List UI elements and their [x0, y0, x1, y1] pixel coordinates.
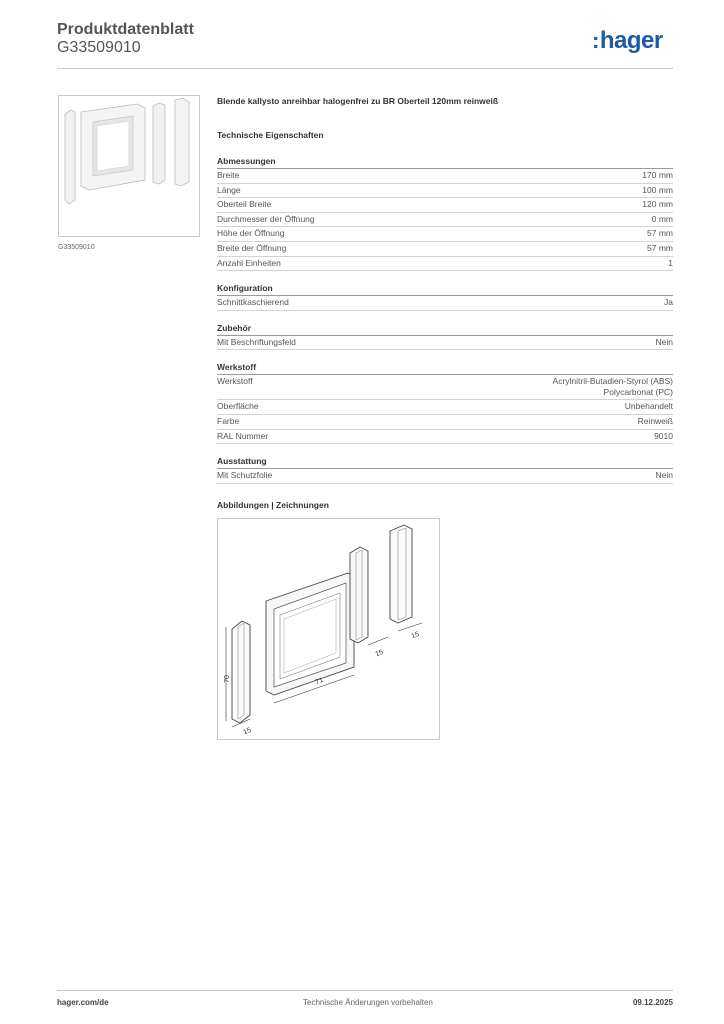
section-ausstattung [217, 456, 673, 484]
spec-label: Schnittkaschierend [217, 297, 289, 308]
product-details [217, 96, 673, 484]
dim-width-frame: 71 [314, 676, 325, 687]
spec-label: Breite [217, 170, 240, 180]
spec-label: Oberfläche [217, 401, 259, 412]
section-werkstoff [217, 362, 673, 444]
section-title: Ausstattung [217, 456, 673, 469]
spec-value: 0 mm [651, 213, 673, 224]
spec-value: Nein [655, 336, 673, 347]
spec-label: Höhe der Öffnung [217, 228, 285, 239]
spec-label: Werkstoff [217, 376, 253, 387]
spec-row [217, 430, 673, 445]
spec-row [217, 375, 673, 400]
spec-label: RAL Nummer [217, 430, 269, 441]
hager-logo: :hager [592, 27, 663, 54]
header-divider [57, 68, 673, 69]
spec-row [217, 296, 673, 311]
product-thumbnail [58, 95, 200, 237]
footer-note: Technische Änderungen vorbehalten [303, 998, 433, 1007]
section-title: Zubehör [217, 323, 673, 336]
section-konfiguration [217, 283, 673, 311]
spec-value: 9010 [654, 430, 673, 441]
spec-row [217, 400, 673, 415]
spec-label: Länge [217, 184, 241, 195]
spec-value: 100 mm [642, 184, 673, 195]
section-title: Werkstoff [217, 362, 673, 375]
spec-label: Mit Schutzfolie [217, 470, 273, 481]
dim-width-right: 15 [410, 630, 421, 641]
spec-value: Ja [664, 297, 673, 308]
spec-value-line: Polycarbonat (PC) [603, 387, 673, 398]
spec-value: 57 mm [647, 242, 673, 253]
technical-heading: Technische Eigenschaften [217, 130, 324, 140]
section-title: Abmessungen [217, 156, 673, 169]
spec-row [217, 169, 673, 184]
spec-value: 170 mm [642, 170, 673, 180]
drawings-heading: Abbildungen | Zeichnungen [217, 500, 329, 510]
spec-row [217, 242, 673, 257]
spec-label: Mit Beschriftungsfeld [217, 336, 296, 347]
spec-row [217, 469, 673, 484]
dim-width-mid: 15 [374, 648, 385, 659]
spec-value: 57 mm [647, 228, 673, 239]
footer-divider [57, 990, 673, 991]
spec-row [217, 227, 673, 242]
dim-width-left: 15 [242, 726, 253, 737]
product-code: G33509010 [57, 39, 141, 56]
spec-row [217, 257, 673, 272]
technical-drawing [217, 518, 440, 740]
section-abmessungen [217, 156, 673, 271]
spec-row [217, 198, 673, 213]
section-zubehoer [217, 323, 673, 351]
thumbnail-caption: G33509010 [58, 244, 95, 251]
page-title: Produktdatenblatt [57, 21, 194, 38]
product-description: Blende kallysto anreihbar halogenfrei zu BR Oberteil 120mm reinweiß [217, 96, 499, 106]
spec-value: Nein [655, 470, 673, 481]
spec-label: Anzahl Einheiten [217, 257, 281, 268]
spec-label: Breite der Öffnung [217, 242, 287, 253]
spec-value [553, 376, 673, 398]
spec-value: 1 [668, 257, 673, 268]
spec-label: Oberteil Breite [217, 199, 272, 210]
footer-website-link[interactable]: hager.com/de [57, 998, 109, 1007]
spec-value: 120 mm [642, 199, 673, 210]
spec-row [217, 184, 673, 199]
spec-value-line: Acrylnitril-Butadien-Styrol (ABS) [552, 376, 673, 387]
spec-value: Reinweiß [637, 415, 673, 426]
spec-label: Farbe [217, 415, 240, 426]
spec-row [217, 415, 673, 430]
footer-date: 09.12.2025 [632, 998, 673, 1007]
section-title: Konfiguration [217, 283, 673, 296]
spec-row [217, 336, 673, 351]
logo-text: hager [599, 27, 663, 54]
spec-value: Unbehandelt [624, 401, 673, 412]
spec-row [217, 213, 673, 228]
dim-height: 70 [224, 675, 231, 683]
spec-label: Durchmesser der Öffnung [217, 213, 315, 224]
